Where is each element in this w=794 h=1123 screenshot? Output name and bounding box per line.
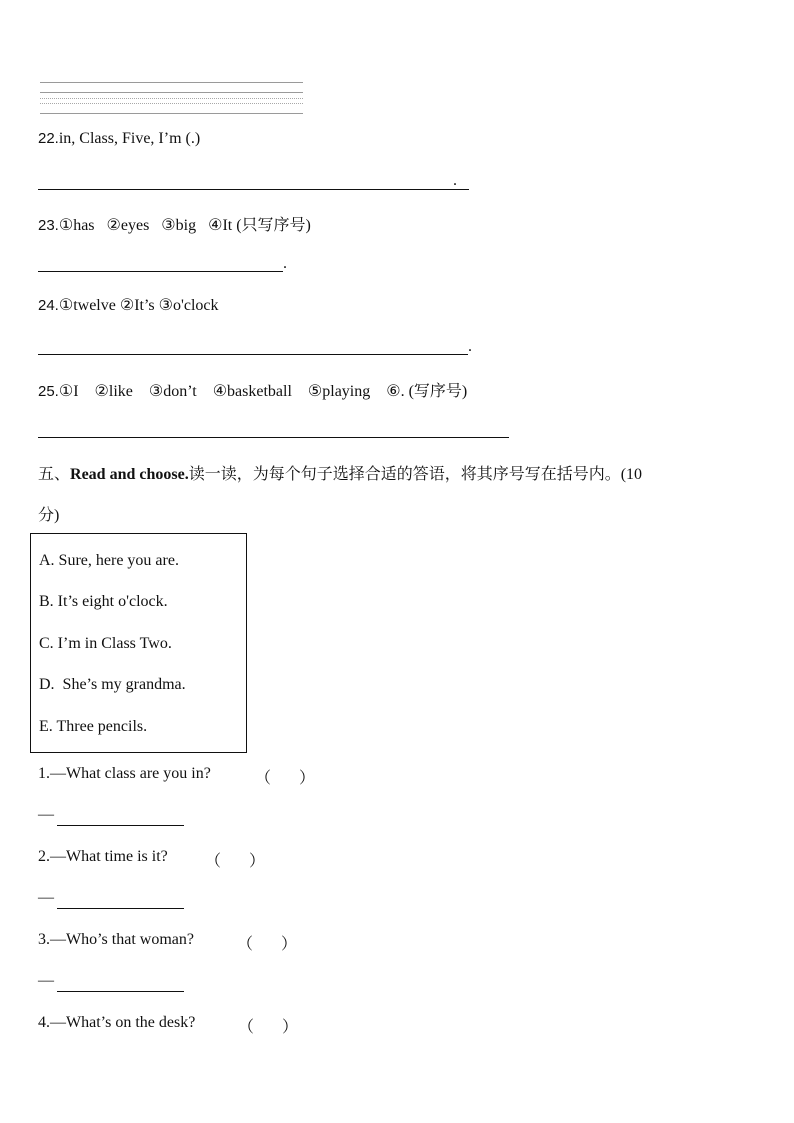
guide-line	[40, 98, 303, 99]
guide-line	[40, 113, 303, 114]
answer-line-24[interactable]	[38, 354, 468, 355]
options-box	[30, 533, 247, 753]
option-e: E. Three pencils.	[39, 718, 148, 735]
dialog-question-4: 4.—What’s on the desk?	[38, 1014, 196, 1031]
option-a: A. Sure, here you are.	[39, 552, 179, 569]
answer-end-mark: .	[283, 255, 287, 272]
reply-dash-3: —	[38, 972, 54, 989]
reply-line-1[interactable]	[57, 825, 184, 826]
option-b: B. It’s eight o'clock.	[39, 593, 168, 610]
question-22: 22.in, Class, Five, I’m (.)	[38, 130, 201, 147]
answer-line-22[interactable]	[38, 189, 469, 190]
guide-line	[40, 92, 303, 93]
reply-dash-1: —	[38, 806, 54, 823]
dialog-question-3: 3.—Who’s that woman?	[38, 931, 194, 948]
question-24: 24.①twelve ②It’s ③o'clock	[38, 297, 219, 314]
answer-paren-2[interactable]: （ ）	[205, 853, 266, 870]
option-d: D. She’s my grandma.	[39, 676, 186, 693]
question-23: 23.①has ②eyes ③big ④It (只写序号)	[38, 217, 311, 234]
option-c: C. I’m in Class Two.	[39, 635, 172, 652]
question-25: 25.①I ②like ③don’t ④basketball ⑤playing ⑥. (写序号)	[38, 383, 468, 400]
section-heading: 五、Read and choose.读一读，为每个句子选择合适的答语，将其序号写在括号内。(10	[38, 466, 643, 483]
reply-dash-2: —	[38, 889, 54, 906]
dialog-question-2: 2.—What time is it?	[38, 848, 168, 865]
dialog-question-1: 1.—What class are you in?	[38, 765, 211, 782]
section-heading-cont: 分)	[38, 507, 60, 524]
reply-line-3[interactable]	[57, 991, 184, 992]
guide-line	[40, 103, 303, 104]
reply-line-2[interactable]	[57, 908, 184, 909]
answer-paren-3[interactable]: （ ）	[237, 936, 298, 953]
answer-end-mark: .	[453, 172, 457, 189]
answer-paren-4[interactable]: （ ）	[238, 1019, 299, 1036]
guide-line	[40, 82, 303, 83]
answer-paren-1[interactable]: （ ）	[255, 770, 316, 787]
answer-end-mark: .	[468, 338, 472, 355]
answer-line-25[interactable]	[38, 437, 509, 438]
answer-line-23[interactable]	[38, 271, 283, 272]
